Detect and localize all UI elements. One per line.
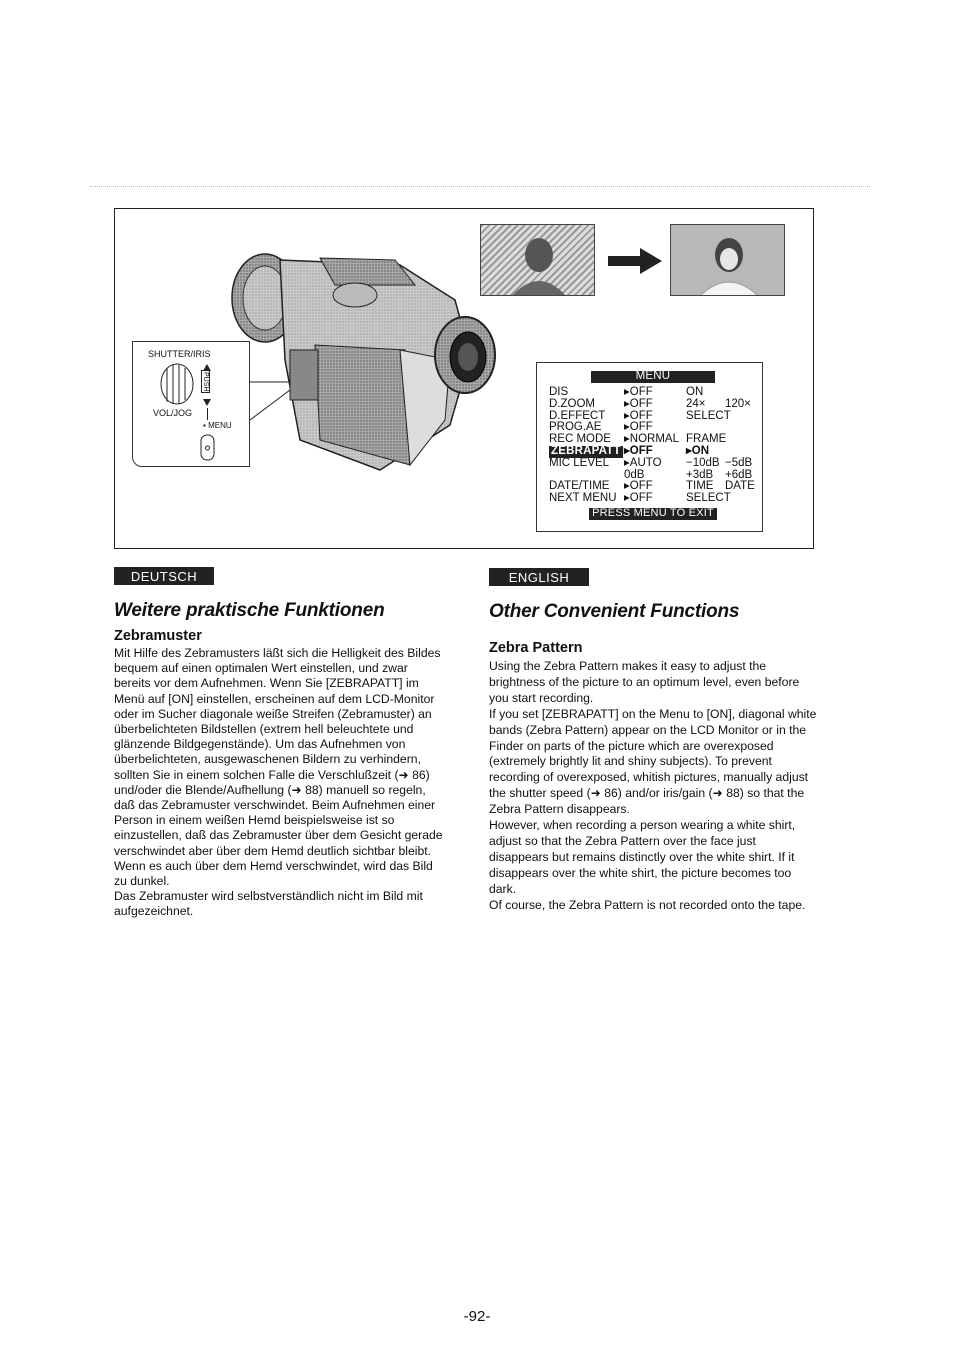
- menu-row-option: 24×: [686, 397, 706, 410]
- deutsch-title: Weitere praktische Funktionen: [114, 600, 385, 621]
- menu-row-option: SELECT: [686, 492, 731, 505]
- menu-row-option: +3dB: [686, 468, 714, 481]
- arrow-right-icon: [608, 248, 662, 274]
- menu-row-option: TIME: [686, 480, 714, 493]
- menu-row-option: ON: [686, 386, 704, 398]
- english-subtitle: Zebra Pattern: [489, 640, 583, 656]
- menu-row-option: +6dB: [725, 468, 753, 481]
- menu-row-label: DIS: [549, 386, 569, 398]
- zebra-photo-before: [480, 224, 595, 296]
- menu-row-option: ▸AUTO: [624, 456, 662, 469]
- menu-row-option: ▸OFF: [624, 480, 653, 493]
- menu-button-label: ▪ MENU: [203, 421, 232, 430]
- menu-screen: [536, 362, 763, 532]
- menu-row-option: ▸NORMAL: [624, 433, 679, 446]
- control-panel-callout: [132, 341, 250, 467]
- callout-tick: [207, 408, 208, 420]
- menu-label-text: MENU: [208, 421, 232, 430]
- portrait-silhouette-icon: [671, 225, 785, 296]
- menu-row-option: ▸OFF: [624, 397, 653, 410]
- english-paragraph: Of course, the Zebra Pattern is not recorded onto the tape.: [489, 897, 806, 912]
- vol-jog-label: VOL/JOG: [153, 408, 193, 418]
- shutter-iris-label: SHUTTER/IRIS: [148, 349, 211, 359]
- menu-row-label: PROG.AE: [549, 421, 602, 434]
- deutsch-subtitle: Zebramuster: [114, 628, 202, 644]
- menu-row-option: −5dB: [725, 456, 753, 469]
- menu-row-option: −10dB: [686, 456, 720, 469]
- menu-row-option: 120×: [725, 397, 751, 410]
- portrait-silhouette-icon: [481, 225, 595, 296]
- scan-rule: [90, 186, 870, 187]
- menu-footer: PRESS MENU TO EXIT: [589, 508, 717, 520]
- menu-row-option: FRAME: [686, 433, 727, 446]
- english-paragraph: However, when recording a person wearing a white shirt, adjust so that the Zebra Pattern over the face just disappears but remains distinctly over the white shirt. If it disappears over the white shirt, the picture becomes too dark.: [489, 818, 796, 896]
- push-label: PUSH: [202, 372, 209, 392]
- menu-button-icon: [198, 433, 218, 463]
- menu-row-option: ▸OFF: [624, 421, 653, 434]
- menu-row-label: D.ZOOM: [549, 397, 595, 410]
- menu-title: MENU: [591, 371, 715, 383]
- deutsch-body: [114, 646, 444, 920]
- page-number: -92-: [463, 1308, 491, 1325]
- deutsch-paragraph: Mit Hilfe des Zebramusters läßt sich die Helligkeit des Bildes bequem auf einen optimalen Wert einstellen, und zwar bereits vor dem Aufnehmen. Wenn Sie [ZEBRAPATT] im Menü auf [ON] einstellen, erscheinen auf dem LCD-Monitor oder im Sucher diagonale weiße Streifen (Zebramuster) an überbelichteten Bildstellen (extrem hell beleuchtete und glänzende Bildgegenstände). Um das Aufnehmen von überbelichteten, ausgewaschenen Bildern zu verhindern, sollten Sie in einem solchen Falle die Verschlußzeit (➜ 86) und/oder die Blende/Aufhellung (➜ 88) manuell so regeln, daß das Zebramuster verschwindet. Beim Aufnehmen einer Person in einem weißen Hemd beispielsweise ist so einzustellen, daß das Zebramuster über dem Gesicht gerade verschwindet aber über dem Hemd deutlich sichtbar bleibt. Wenn es auch über dem Hemd verschwindet, wird das Bild zu dunkel.: [114, 646, 443, 889]
- menu-row-label: ZEBRAPATT: [551, 445, 621, 457]
- zebra-photo-after: [670, 224, 785, 296]
- menu-row-option: ▸OFF: [624, 386, 653, 398]
- deutsch-paragraph: Das Zebramuster wird selbstverständlich nicht im Bild mit aufgezeichnet.: [114, 889, 423, 919]
- menu-row-label: DATE/TIME: [549, 480, 610, 493]
- english-paragraph: If you set [ZEBRAPATT] on the Menu to [ON], diagonal white bands (Zebra Pattern) appear on the LCD Monitor or in the Finder on parts of the picture which are overexposed (extremely brightly lit and shiny subjects). To prevent recording of overexposed, whitish pictures, manually adjust the shutter speed (➜ 86) and/or iris/gain (➜ 88) so that the Zebra Pattern disappears.: [489, 706, 817, 817]
- menu-row-option: ▸ON: [686, 445, 710, 457]
- english-title: Other Convenient Functions: [489, 601, 740, 622]
- menu-row-label: NEXT MENU: [549, 492, 617, 505]
- menu-row-option: ▸OFF: [624, 445, 653, 457]
- menu-row-option: 0dB: [624, 468, 645, 481]
- menu-row-option: ▸OFF: [624, 409, 653, 422]
- menu-row-label: REC MODE: [549, 433, 611, 446]
- menu-row-option: DATE: [725, 480, 755, 493]
- language-tag-english: ENGLISH: [489, 568, 589, 586]
- menu-row-option: ▸OFF: [624, 492, 653, 505]
- menu-row-label: D.EFFECT: [549, 409, 606, 422]
- english-body: [489, 659, 817, 914]
- language-tag-deutsch: DEUTSCH: [114, 567, 214, 585]
- menu-row-option: SELECT: [686, 409, 731, 422]
- english-paragraph: Using the Zebra Pattern makes it easy to adjust the brightness of the picture to an optimum level, even before you start recording.: [489, 659, 800, 705]
- menu-row-label: MIC LEVEL: [549, 456, 610, 469]
